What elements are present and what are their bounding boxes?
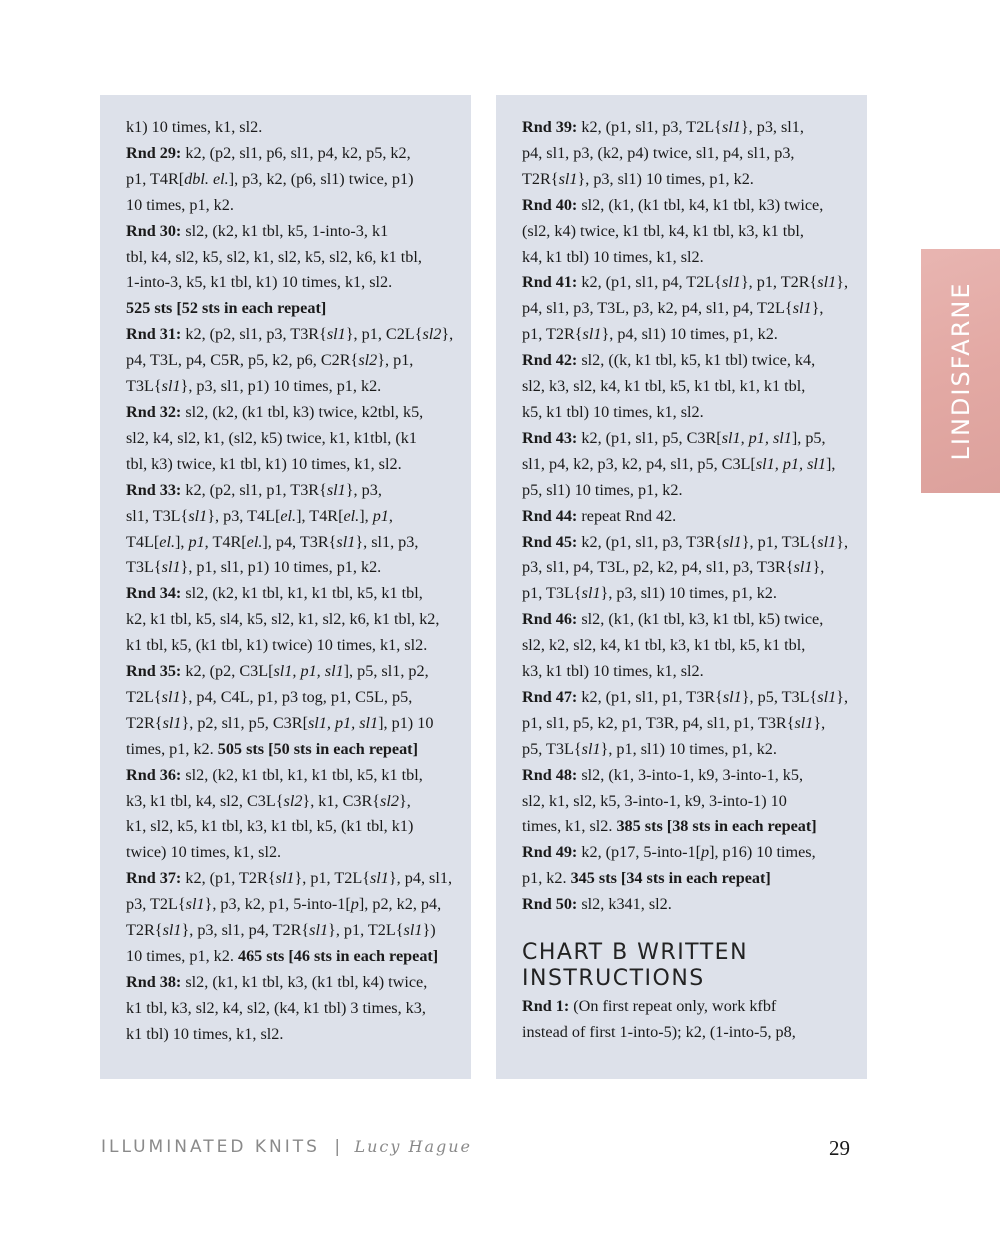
text-run: , T4R[ (204, 532, 247, 551)
text-run: k1 tbl, k3, sl2, k4, sl2, (k4, k1 tbl) 3 times, k3, (126, 998, 426, 1017)
text-run: k2, (p1, sl1, p3, T3R{ (577, 532, 723, 551)
text-run: k1 tbl) 10 times, k1, sl2. (126, 1024, 284, 1043)
instruction-line (522, 633, 845, 659)
instruction-line (522, 219, 845, 245)
text-run: k2, (p1, sl1, p3, T2L{ (577, 118, 722, 136)
text-run: sl2, (k1, (k1 tbl, k3, k1 tbl, k5) twice, (577, 610, 824, 629)
instruction-line (522, 348, 845, 374)
instruction-line (522, 581, 845, 607)
text-run: twice) 10 times, k1, sl2. (126, 843, 282, 862)
instruction-line (126, 866, 452, 892)
instruction-line (126, 322, 454, 348)
section-heading-line-1: CHART B WRITTEN (522, 940, 749, 966)
text-run: k2, (p2, C3L[ (181, 662, 274, 681)
italic-run: sl1 (161, 558, 181, 577)
text-run: T4L[ (126, 532, 160, 551)
bold-run: Rnd 41: (522, 273, 578, 292)
text-run: k1, sl2, k5, k1 tbl, k3, k1 tbl, k5, (k1 tbl, k1) (126, 817, 414, 836)
chapter-side-tab[interactable] (921, 249, 1000, 493)
instruction-line (126, 530, 449, 556)
instruction-line (126, 167, 449, 193)
italic-run: p1 (188, 532, 205, 551)
text-run: }, p1, C2L{ (345, 325, 423, 344)
bold-run: Rnd 34: (126, 584, 182, 603)
footer-separator: | (334, 1137, 341, 1157)
bold-run: 385 sts [38 sts in each repeat] (616, 817, 817, 836)
text-run: sl2, k4, sl2, k1, (sl2, k5) twice, k1, k1tbl, (k1 (126, 428, 417, 447)
text-run: ], p5, sl1, p2, (343, 662, 429, 681)
bold-run: Rnd 39: (522, 118, 578, 136)
text-run: }, p1, T2L{ (328, 921, 404, 940)
italic-run: sl1 (817, 273, 837, 292)
italic-run: el. (280, 506, 297, 525)
text-run: sl2, k2, sl2, k4, k1 tbl, k3, k1 tbl, k5, k1 tbl, (522, 636, 806, 655)
instruction-line (126, 348, 449, 374)
bold-run: Rnd 43: (522, 428, 578, 447)
text-run: }, k1, C3R{ (302, 791, 381, 810)
instruction-line (126, 892, 449, 918)
bold-run: 505 sts [50 sts in each repeat] (217, 739, 418, 758)
instruction-line (522, 270, 848, 296)
text-run: }, p3, sl1) 10 times, p1, k2. (600, 584, 777, 603)
instruction-line (126, 814, 449, 840)
instruction-line (126, 426, 449, 452)
instruction-line (522, 555, 845, 581)
text-run: }, p1, sl1, p1) 10 times, p1, k2. (180, 558, 382, 577)
instruction-line (126, 400, 449, 426)
italic-run: sl2 (380, 791, 399, 810)
bold-run: Rnd 35: (126, 662, 182, 681)
text-run: p3, sl1, p4, T3L, p2, k2, p4, sl1, p3, T3R{ (522, 558, 794, 577)
text-run: sl2, (k1, 3-into-1, k9, 3-into-1, k5, (577, 765, 804, 784)
text-run: ], (826, 454, 836, 473)
text-run: k1 tbl, k5, (k1 tbl, k1) twice) 10 times, k1, sl2. (126, 636, 428, 655)
bold-run: Rnd 36: (126, 765, 182, 784)
text-run: }, p4, sl1) 10 times, p1, k2. (601, 325, 778, 344)
italic-run: dbl. el. (184, 169, 229, 188)
text-run: sl2, (k2, k1 tbl, k1, k1 tbl, k5, k1 tbl, (181, 765, 423, 784)
instruction-line (126, 918, 449, 944)
bold-run: Rnd 48: (522, 765, 578, 784)
italic-run: sl1 (309, 921, 329, 940)
text-run: T2R{ (126, 713, 163, 732)
text-run: ], p3, k2, (p6, sl1) twice, p1) (228, 169, 414, 188)
text-run: p4, sl1, p3, T3L, p3, k2, p4, sl1, p4, T2L{ (522, 299, 793, 318)
text-run: (sl2, k4) twice, k1 tbl, k4, k1 tbl, k3, k1 tbl, (522, 221, 804, 240)
bold-run: Rnd 38: (126, 972, 182, 991)
instruction-line (522, 167, 845, 193)
italic-run: sl1, p1, sl1 (273, 662, 344, 681)
text-run: }, p5, T3L{ (741, 687, 818, 706)
italic-run: sl1 (326, 480, 346, 499)
bold-run: Rnd 50: (522, 895, 578, 914)
instruction-line (126, 789, 449, 815)
text-run: T2R{ (522, 169, 559, 188)
bold-run: Rnd 42: (522, 351, 578, 370)
bold-run: 525 sts [52 sts in each repeat] (126, 299, 327, 318)
bold-run: 345 sts [34 sts in each repeat] (570, 869, 771, 888)
text-run: p1, sl1, p5, k2, p1, T3R, p4, sl1, p1, T3R{ (522, 713, 795, 732)
instruction-line (522, 737, 845, 763)
text-run: k3, k1 tbl, k4, sl2, C3L{ (126, 791, 284, 810)
bold-run: Rnd 49: (522, 843, 578, 862)
italic-run: sl1 (817, 532, 837, 551)
text-run: k2, (p2, sl1, p6, sl1, p4, k2, p5, k2, (181, 143, 411, 162)
instruction-line (126, 141, 449, 167)
instruction-line (126, 193, 449, 219)
text-run: }, (836, 687, 848, 706)
text-run: }, p1, T2R{ (740, 273, 818, 292)
text-run: ], p16) 10 times, (709, 843, 816, 862)
instruction-line (126, 374, 449, 400)
text-run: }, p3, sl1, p1) 10 times, p1, k2. (180, 377, 382, 396)
text-run: k2, (p2, sl1, p3, T3R{ (181, 325, 327, 344)
instruction-line (522, 478, 845, 504)
italic-run: sl1 (558, 169, 578, 188)
text-run: 1-into-3, k5, k1 tbl, k1) 10 times, k1, sl2. (126, 273, 393, 292)
instruction-line (126, 737, 449, 763)
instruction-line (522, 814, 845, 840)
instruction-line (522, 374, 845, 400)
italic-run: sl2 (283, 791, 303, 810)
right-after-lines (522, 994, 845, 1046)
italic-run: sl1, p1, sl1 (755, 454, 826, 473)
text-run: instead of first 1-into-5); k2, (1-into-5, p8, (522, 1023, 796, 1041)
italic-run: sl1 (336, 532, 356, 551)
text-run: k4, k1 tbl) 10 times, k1, sl2. (522, 247, 704, 266)
text-run: }, (398, 791, 411, 810)
instruction-line (522, 685, 848, 711)
bold-run: Rnd 45: (522, 532, 578, 551)
text-run: k3, k1 tbl) 10 times, k1, sl2. (522, 662, 704, 681)
text-run: }, p3, sl1, p4, T2R{ (181, 921, 310, 940)
text-run: }, sl1, p3, (355, 532, 419, 551)
text-run: k2, (p1, sl1, p5, C3R[ (577, 428, 722, 447)
instruction-line (522, 994, 845, 1020)
italic-run: sl1 (162, 921, 182, 940)
instruction-line (126, 996, 449, 1022)
text-run: ], T4R[ (296, 506, 344, 525)
text-run: ], p1) 10 (378, 713, 434, 732)
text-run: , (388, 506, 393, 525)
instruction-line (522, 892, 845, 918)
bold-run: Rnd 37: (126, 869, 182, 888)
text-run: sl2, k341, sl2. (577, 895, 672, 914)
text-run: k2, (p1, sl1, p4, T2L{ (577, 273, 722, 292)
right-lines (522, 115, 848, 918)
text-run: p5, sl1) 10 times, p1, k2. (522, 480, 683, 499)
italic-run: sl1 (793, 558, 813, 577)
italic-run: p1 (372, 506, 389, 525)
text-run: 10 times, p1, k2. (126, 947, 238, 965)
text-run: ], (175, 532, 189, 551)
italic-run: sl1 (275, 869, 295, 888)
text-run: }, p1, (377, 351, 414, 370)
text-run: }, p3, k2, p1, 5-into-1[ (204, 895, 351, 914)
right-text-column (496, 95, 867, 1079)
italic-run: p (700, 843, 710, 862)
text-run: }, (836, 532, 848, 551)
text-run: }, p3, T4L[ (207, 506, 281, 525)
text-run: }, p3, sl1) 10 times, p1, k2. (577, 169, 754, 188)
instruction-line (522, 1020, 845, 1046)
text-run: T3L{ (126, 558, 162, 577)
section-heading-line-2: INSTRUCTIONS (522, 966, 705, 992)
italic-run: sl1 (326, 325, 346, 344)
text-run: }, p3, sl1, (740, 118, 804, 136)
text-run: k1) 10 times, k1, sl2. (126, 118, 263, 136)
instruction-line (126, 711, 449, 737)
bold-run: Rnd 30: (126, 221, 182, 240)
text-run: sl1, p4, k2, p3, k2, p4, sl1, p5, C3L[ (522, 454, 756, 473)
instruction-line (522, 659, 845, 685)
italic-run: sl1 (581, 739, 601, 758)
instruction-line (522, 400, 845, 426)
instruction-line (126, 245, 449, 271)
text-run: sl2, (k1, (k1 tbl, k4, k1 tbl, k3) twice, (577, 195, 824, 214)
text-run: sl2, (k2, k1 tbl, k5, 1-into-3, k1 (181, 221, 389, 240)
text-run: k2, (p1, sl1, p1, T3R{ (577, 687, 723, 706)
text-run: sl2, (k1, k1 tbl, k3, (k1 tbl, k4) twice, (181, 972, 428, 991)
italic-run: sl1 (722, 687, 742, 706)
bold-run: Rnd 31: (126, 325, 182, 344)
instruction-line (522, 245, 845, 271)
text-run: times, p1, k2. (126, 739, 218, 758)
text-run: p4, T3L, p4, C5R, p5, k2, p6, C2R{ (126, 351, 359, 370)
italic-run: sl1 (161, 687, 181, 706)
instruction-line (522, 840, 845, 866)
instruction-line (522, 763, 845, 789)
text-run: }, p4, C4L, p1, p3 tog, p1, C5L, p5, (180, 687, 413, 706)
left-lines (126, 115, 454, 1048)
instruction-line (522, 426, 845, 452)
text-run: sl2, (k2, k1 tbl, k1, k1 tbl, k5, k1 tbl, (181, 584, 423, 603)
text-run: }, (812, 558, 825, 577)
bold-run: Rnd 47: (522, 687, 578, 706)
text-run: T2R{ (126, 921, 163, 940)
text-run: ], p4, T3R{ (262, 532, 337, 551)
italic-run: sl1 (792, 299, 812, 318)
bold-run: Rnd 32: (126, 402, 182, 421)
text-run: p1, T3L{ (522, 584, 582, 603)
text-run: }, p1, T2L{ (294, 869, 370, 888)
text-run: p3, T2L{ (126, 895, 186, 914)
text-run: (On first repeat only, work kfbf (569, 997, 777, 1016)
instruction-line (126, 270, 449, 296)
bold-run: Rnd 44: (522, 506, 578, 525)
text-run: ], (359, 506, 373, 525)
text-run: sl2, k3, sl2, k4, k1 tbl, k5, k1 tbl, k1, k1 tbl, (522, 377, 806, 396)
page-footer (101, 1137, 472, 1157)
italic-run: sl1 (722, 532, 742, 551)
italic-run: sl1 (185, 895, 205, 914)
italic-run: sl1 (721, 273, 741, 292)
text-run: tbl, k3) twice, k1 tbl, k1) 10 times, k1, sl2. (126, 454, 402, 473)
italic-run: p (350, 895, 359, 914)
italic-run: sl1 (794, 713, 814, 732)
text-run: }, p1, T3L{ (741, 532, 818, 551)
text-run: times, k1, sl2. (522, 817, 617, 836)
section-heading (522, 940, 845, 992)
text-run: }, (813, 713, 826, 732)
instruction-line (522, 296, 845, 322)
bold-run: Rnd 29: (126, 143, 182, 162)
italic-run: sl1 (188, 506, 208, 525)
bold-run: Rnd 33: (126, 480, 182, 499)
instruction-line (126, 659, 449, 685)
chapter-side-tab-label: LINDISFARNE (946, 281, 975, 461)
text-run: sl2, ((k, k1 tbl, k5, k1 tbl) twice, k4, (577, 351, 816, 370)
text-run: k2, (p1, T2R{ (181, 869, 276, 888)
instruction-line (522, 322, 845, 348)
text-run: p1, T4R[ (126, 169, 185, 188)
text-run: T3L{ (126, 377, 162, 396)
italic-run: sl1 (817, 687, 837, 706)
text-run: k5, k1 tbl) 10 times, k1, sl2. (522, 402, 704, 421)
text-run: ], p2, k2, p4, (358, 895, 442, 914)
page-number: 29 (829, 1136, 850, 1160)
instruction-line (126, 1022, 449, 1048)
text-run: p4, sl1, p3, (k2, p4) twice, sl1, p4, sl1, p3, (522, 143, 795, 162)
instruction-line (126, 115, 449, 141)
left-text-column (100, 95, 471, 1079)
italic-run: sl1 (581, 584, 601, 603)
text-run: k2, k1 tbl, k5, sl4, k5, sl2, k1, sl2, k6, k1 tbl, k2, (126, 610, 440, 629)
instruction-line (126, 504, 449, 530)
text-run: }, p3, (345, 480, 382, 499)
instruction-line (522, 607, 845, 633)
instruction-line (126, 970, 449, 996)
text-run: p1, k2. (522, 869, 571, 888)
italic-run: sl1 (162, 713, 182, 732)
italic-run: el. (159, 532, 175, 551)
text-run: sl2, (k2, (k1 tbl, k3) twice, k2tbl, k5, (181, 402, 424, 421)
instruction-line (126, 685, 449, 711)
instruction-line (126, 944, 449, 970)
italic-run: sl1, p1, sl1 (721, 428, 792, 447)
instruction-line (126, 452, 449, 478)
text-run: }, (836, 273, 848, 292)
text-run: ], p5, (791, 428, 826, 447)
text-run: T2L{ (126, 687, 162, 706)
text-run: repeat Rnd 42. (577, 506, 677, 525)
text-run: sl2, k1, sl2, k5, 3-into-1, k9, 3-into-1) 10 (522, 791, 787, 810)
instruction-line (126, 296, 449, 322)
text-run: }, p2, sl1, p5, C3R[ (181, 713, 308, 732)
italic-run: sl1 (582, 325, 602, 344)
italic-run: sl1 (161, 377, 181, 396)
bold-run: Rnd 1: (522, 997, 570, 1016)
instruction-line (126, 219, 449, 245)
text-run: }, p4, sl1, (388, 869, 452, 888)
instruction-line (522, 866, 845, 892)
instruction-line (522, 115, 845, 141)
instruction-line (126, 555, 449, 581)
italic-run: sl2 (358, 351, 378, 370)
italic-run: sl1, p1, sl1 (307, 713, 379, 732)
italic-run: sl1 (403, 921, 423, 940)
italic-run: el. (246, 532, 263, 551)
text-run: }, p1, sl1) 10 times, p1, k2. (600, 739, 777, 758)
text-run: tbl, k4, sl2, k5, sl2, k1, sl2, k5, sl2, k6, k1 tbl, (126, 247, 422, 266)
instruction-line (126, 581, 449, 607)
italic-run: sl1 (721, 118, 741, 136)
bold-run: Rnd 46: (522, 610, 578, 629)
text-run: }, (441, 325, 454, 344)
text-run: sl1, T3L{ (126, 506, 189, 525)
italic-run: el. (343, 506, 360, 525)
bold-run: 465 sts [46 sts in each repeat] (237, 947, 439, 965)
text-run: k2, (p17, 5-into-1[ (577, 843, 701, 862)
bold-run: Rnd 40: (522, 195, 578, 214)
text-run: k2, (p2, sl1, p1, T3R{ (181, 480, 327, 499)
instruction-line (126, 633, 449, 659)
text-run: }, (811, 299, 824, 318)
text-run: p5, T3L{ (522, 739, 582, 758)
instruction-line (522, 504, 845, 530)
text-run: p1, T2R{ (522, 325, 583, 344)
instruction-line (522, 530, 848, 556)
instruction-line (522, 789, 845, 815)
instruction-line (522, 193, 845, 219)
instruction-line (126, 763, 449, 789)
book-title: ILLUMINATED KNITS (101, 1137, 320, 1157)
instruction-line (522, 452, 845, 478)
author-name: Lucy Hague (354, 1137, 473, 1156)
italic-run: sl1 (370, 869, 389, 888)
instruction-line (126, 840, 449, 866)
instruction-line (126, 607, 449, 633)
instruction-line (522, 711, 845, 737)
text-run: }) (422, 921, 436, 940)
instruction-line (522, 141, 845, 167)
instruction-line (126, 478, 449, 504)
italic-run: sl2 (422, 325, 442, 344)
text-run: 10 times, p1, k2. (126, 195, 234, 214)
